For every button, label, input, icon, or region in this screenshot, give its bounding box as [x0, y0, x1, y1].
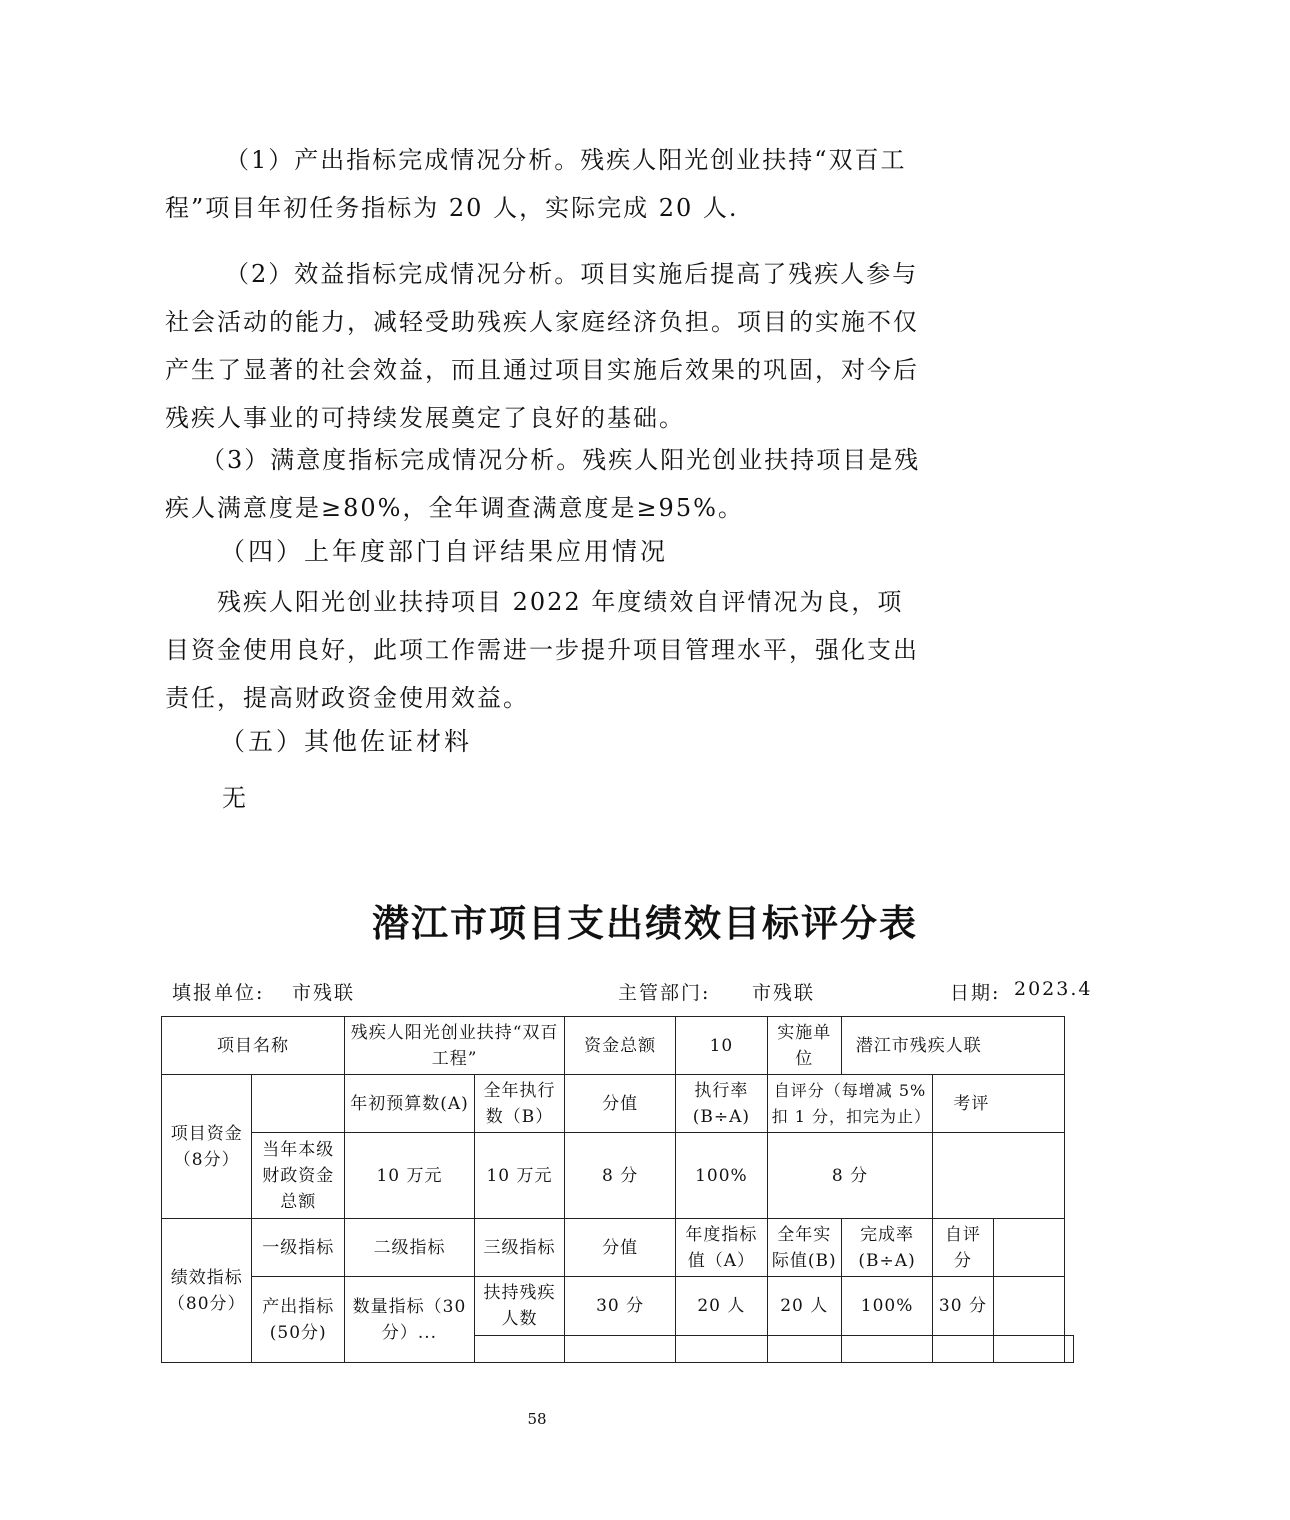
section-heading-supporting-materials: （五）其他佐证材料: [220, 727, 473, 756]
unit-value: 市残联: [292, 982, 356, 1004]
indicator-target: 20 人: [676, 1277, 768, 1336]
empty-cell: [1065, 1336, 1074, 1363]
executed-header: 全年执行数（B）: [474, 1075, 564, 1133]
dept-label: 主管部门:: [618, 982, 711, 1004]
score-header: 分值: [565, 1075, 676, 1133]
dept-value: 市残联: [752, 982, 816, 1004]
table-row: [162, 1075, 1074, 1133]
date-value: 2023.4: [1014, 978, 1093, 1000]
level2-header: 二级指标: [345, 1219, 475, 1277]
review-header: 考评: [933, 1075, 1065, 1133]
performance-score-table: [161, 1016, 1074, 1363]
impl-unit-label: 实施单位: [767, 1017, 841, 1075]
empty-cell: [841, 1336, 933, 1363]
empty-cell: [933, 1336, 993, 1363]
review-value: [933, 1133, 1065, 1219]
impl-unit-value: 潜江市残疾人联: [841, 1017, 1064, 1075]
indicator-actual: 20 人: [767, 1277, 841, 1336]
score-value: 8 分: [565, 1133, 676, 1219]
unit-label: 填报单位:: [172, 982, 265, 1004]
self-score-header: 自评分（每增减 5% 扣 1 分，扣完为止）: [767, 1075, 933, 1133]
self-eval-header: 自评分: [933, 1219, 993, 1277]
empty-cell: [474, 1336, 564, 1363]
perf-section-label: 绩效指标（80分）: [162, 1219, 252, 1363]
perf-score-header: 分值: [565, 1219, 676, 1277]
empty-cell: [993, 1336, 1064, 1363]
paragraph-satisfaction-indicator: （3）满意度指标完成情况分析。残疾人阳光创业扶持项目是残疾人满意度是≥80%，全年调查满意度是≥95%。: [165, 446, 921, 522]
paragraph-evaluation-application: 残疾人阳光创业扶持项目 2022 年度绩效自评情况为良，项目资金使用良好，此项工作需进一步提升项目管理水平，强化支出责任，提高财政资金使用效益。: [165, 588, 919, 712]
empty-cell: [993, 1219, 1064, 1277]
empty-cell: [767, 1336, 841, 1363]
executed-value: 10 万元: [474, 1133, 564, 1219]
date-label: 日期:: [950, 982, 1001, 1004]
table-row: [162, 1277, 1074, 1336]
actual-header: 全年实际值(B): [767, 1219, 841, 1277]
paragraph-none: 无: [222, 784, 248, 812]
page-number: 58: [527, 1410, 547, 1428]
table-row: [162, 1219, 1074, 1277]
paragraph-benefit-indicator: （2）效益指标完成情况分析。项目实施后提高了残疾人参与社会活动的能力，减轻受助残疾人家庭经济负担。项目的实施不仅产生了显著的社会效益，而且通过项目实施后效果的巩固，对今后残疾人事业的可持续发展奠定了良好的基础。: [165, 260, 919, 432]
self-score-value: 8 分: [767, 1133, 933, 1219]
section-heading-previous-evaluation: （四）上年度部门自评结果应用情况: [220, 537, 669, 566]
quantity-label: 数量指标（30分）...: [345, 1277, 475, 1363]
total-funds-label: 资金总额: [565, 1017, 676, 1075]
project-name-value: 残疾人阳光创业扶持“双百工程”: [345, 1017, 565, 1075]
paragraph-output-indicator: （1）产出指标完成情况分析。残疾人阳光创业扶持“双百工程”项目年初任务指标为 20 人，实际完成 20 人.: [165, 146, 907, 222]
output-label: 产出指标(50分): [252, 1277, 345, 1363]
table-row: [162, 1017, 1074, 1075]
empty-cell: [676, 1336, 768, 1363]
completion-header: 完成率(B÷A): [841, 1219, 933, 1277]
indicator-score: 30 分: [565, 1277, 676, 1336]
total-funds-value: 10: [676, 1017, 768, 1075]
indicator-rate: 100%: [841, 1277, 933, 1336]
empty-cell: [993, 1277, 1064, 1336]
empty-cell: [565, 1336, 676, 1363]
empty-cell: [252, 1075, 345, 1133]
budget-header: 年初预算数(A): [345, 1075, 475, 1133]
fiscal-row-label: 当年本级财政资金总额: [252, 1133, 345, 1219]
table-row: [162, 1133, 1074, 1219]
indicator-name: 扶持残疾人数: [474, 1277, 564, 1336]
project-name-label: 项目名称: [162, 1017, 345, 1075]
annual-target-header: 年度指标值（A）: [676, 1219, 768, 1277]
level3-header: 三级指标: [474, 1219, 564, 1277]
table-title: 潜江市项目支出绩效目标评分表: [372, 901, 918, 945]
level1-header: 一级指标: [252, 1219, 345, 1277]
funds-section-label: 项目资金（8分）: [162, 1075, 252, 1219]
exec-rate-header: 执行率(B÷A): [676, 1075, 768, 1133]
indicator-self: 30 分: [933, 1277, 993, 1336]
budget-value: 10 万元: [345, 1133, 475, 1219]
exec-rate-value: 100%: [676, 1133, 768, 1219]
